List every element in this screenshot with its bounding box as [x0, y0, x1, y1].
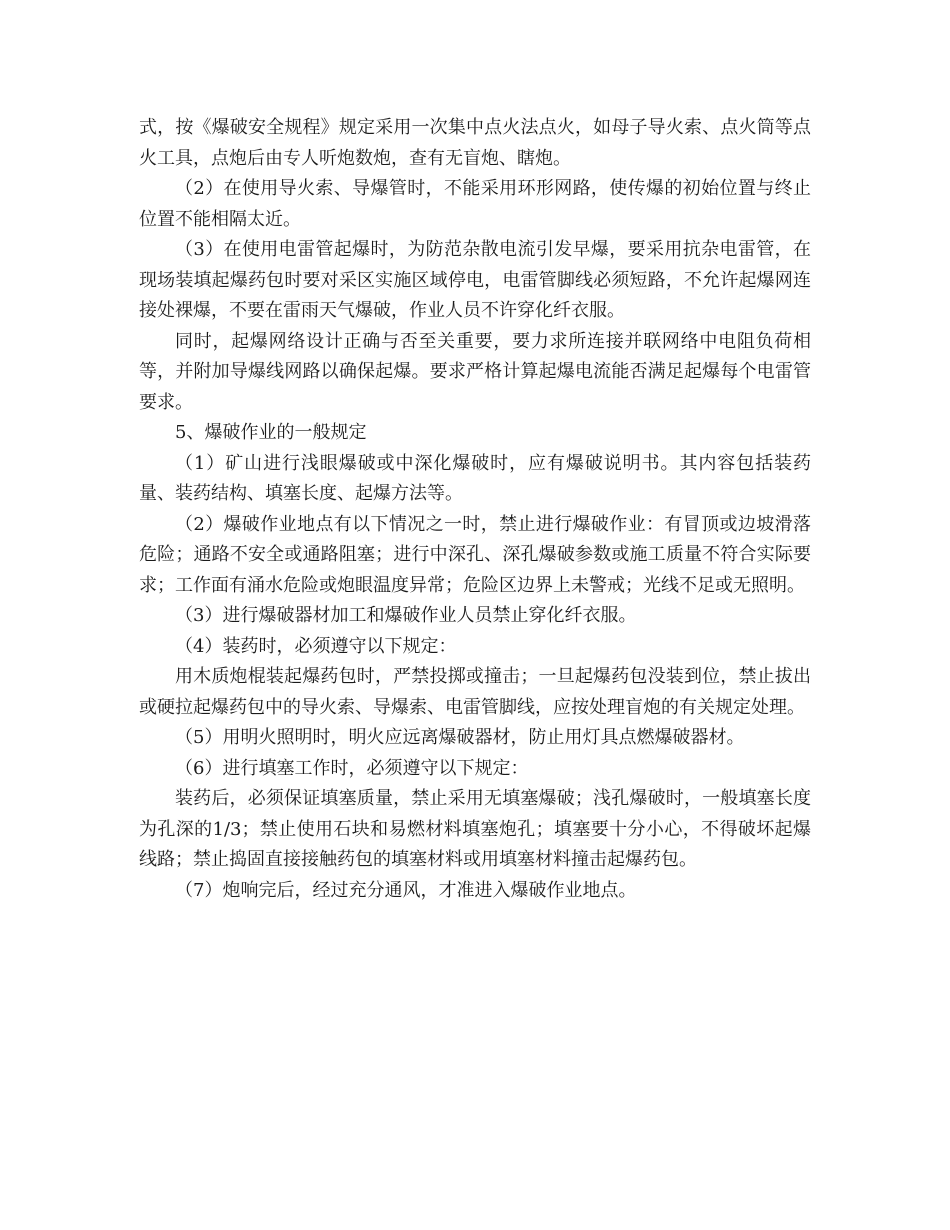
paragraph-item-2: （2）在使用导火索、导爆管时，不能采用环形网路，使传爆的初始位置与终止位置不能相隔太近。 [139, 178, 811, 230]
paragraph-rule-7: （7）炮响完后，经过充分通风，才准进入爆破作业地点。 [175, 879, 637, 901]
paragraph-rule-4-detail: 用木质炮棍装起爆药包时，严禁投掷或撞击；一旦起爆药包没装到位，禁止拔出或硬拉起爆药包中的导火索、导爆索、电雷管脚线，应按处理盲炮的有关规定处理。 [139, 666, 811, 718]
paragraph-rule-5: （5）用明火照明时，明火应远离爆破器材，防止用灯具点燃爆破器材。 [175, 727, 745, 748]
document-body [139, 113, 811, 906]
paragraph-rule-6-detail: 装药后，必须保证填塞质量，禁止采用无填塞爆破；浅孔爆破时，一般填塞长度为孔深的1/3；禁止使用石块和易燃材料填塞炮孔；填塞要十分小心，不得破坏起爆线路；禁止捣固直接接触药包的填塞材料或用填塞材料撞击起爆药包。 [139, 788, 811, 870]
paragraph-rule-3: （3）进行爆破器材加工和爆破作业人员禁止穿化纤衣服。 [175, 605, 637, 626]
paragraph-rule-6: （6）进行填塞工作时，必须遵守以下规定： [175, 757, 529, 779]
paragraph-continuation: 式，按《爆破安全规程》规定采用一次集中点火法点火，如母子导火索、点火筒等点火工具，点炮后由专人听炮数炮，查有无盲炮、瞎炮。 [139, 117, 811, 169]
paragraph-rule-4: （4）装药时，必须遵守以下规定： [175, 635, 457, 657]
paragraph-rule-2: （2）爆破作业地点有以下情况之一时，禁止进行爆破作业：有冒顶或边坡滑落危险；通路不安全或通路阻塞；进行中深孔、深孔爆破参数或施工质量不符合实际要求；工作面有涌水危险或炮眼温度异常；危险区边界上未警戒；光线不足或无照明。 [139, 513, 811, 596]
section-heading: 5、爆破作业的一般规定 [175, 422, 367, 443]
paragraph-rule-1: （1）矿山进行浅眼爆破或中深化爆破时，应有爆破说明书。其内容包括装药量、装药结构、填塞长度、起爆方法等。 [139, 452, 811, 504]
paragraph-item-3: （3）在使用电雷管起爆时，为防范杂散电流引发早爆，要采用抗杂电雷管，在现场装填起爆药包时要对采区实施区域停电，电雷管脚线必须短路，不允许起爆网连接处裸爆，不要在雷雨天气爆破，作业人员不许穿化纤衣服。 [139, 239, 811, 321]
paragraph-network-design: 同时，起爆网络设计正确与否至关重要，要力求所连接并联网络中电阻负荷相等，并附加导爆线网路以确保起爆。要求严格计算起爆电流能否满足起爆每个电雷管要求。 [139, 330, 811, 413]
